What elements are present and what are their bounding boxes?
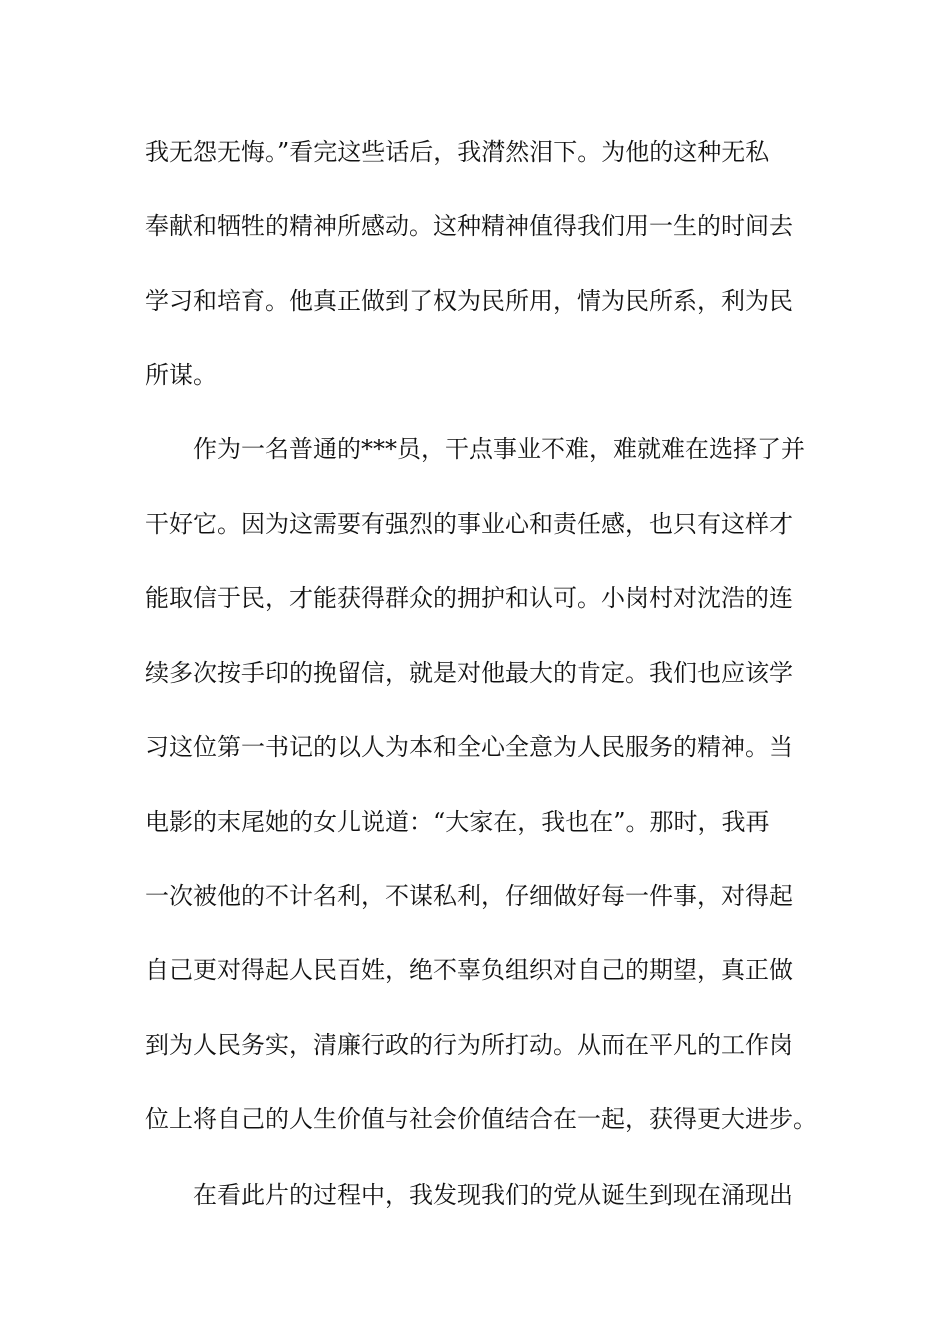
text-line: 习这位第一书记的以人为本和全心全意为人民服务的精神。当 <box>145 733 793 761</box>
text-line: 续多次按手印的挽留信，就是对他最大的肯定。我们也应该学 <box>145 659 793 687</box>
text-line: 一次被他的不计名利，不谋私利，仔细做好每一件事，对得起 <box>145 882 793 910</box>
text-line: 自己更对得起人民百姓，绝不辜负组织对自己的期望，真正做 <box>145 956 793 984</box>
text-line: 我无怨无悔。”看完这些话后，我潸然泪下。为他的这种无私 <box>145 138 770 166</box>
text-line: 到为人民务实，清廉行政的行为所打动。从而在平凡的工作岗 <box>145 1031 793 1059</box>
text-line: 学习和培育。他真正做到了权为民所用，情为民所系，利为民 <box>145 287 793 315</box>
text-line: 干好它。因为这需要有强烈的事业心和责任感，也只有这样才 <box>145 510 793 538</box>
paragraph-first-line: 作为一名普通的***员，干点事业不难，难就难在选择了并 <box>193 435 805 463</box>
paragraph-first-line: 在看此片的过程中，我发现我们的党从诞生到现在涌现出 <box>193 1181 793 1209</box>
text-line: 能取信于民，才能获得群众的拥护和认可。小岗村对沈浩的连 <box>145 584 793 612</box>
text-line: 电影的末尾她的女儿说道：“大家在，我也在”。那时，我再 <box>145 808 770 836</box>
text-line: 所谋。 <box>145 361 217 389</box>
text-line: 位上将自己的人生价值与社会价值结合在一起，获得更大进步。 <box>145 1105 817 1133</box>
text-line: 奉献和牺牲的精神所感动。这种精神值得我们用一生的时间去 <box>145 212 793 240</box>
